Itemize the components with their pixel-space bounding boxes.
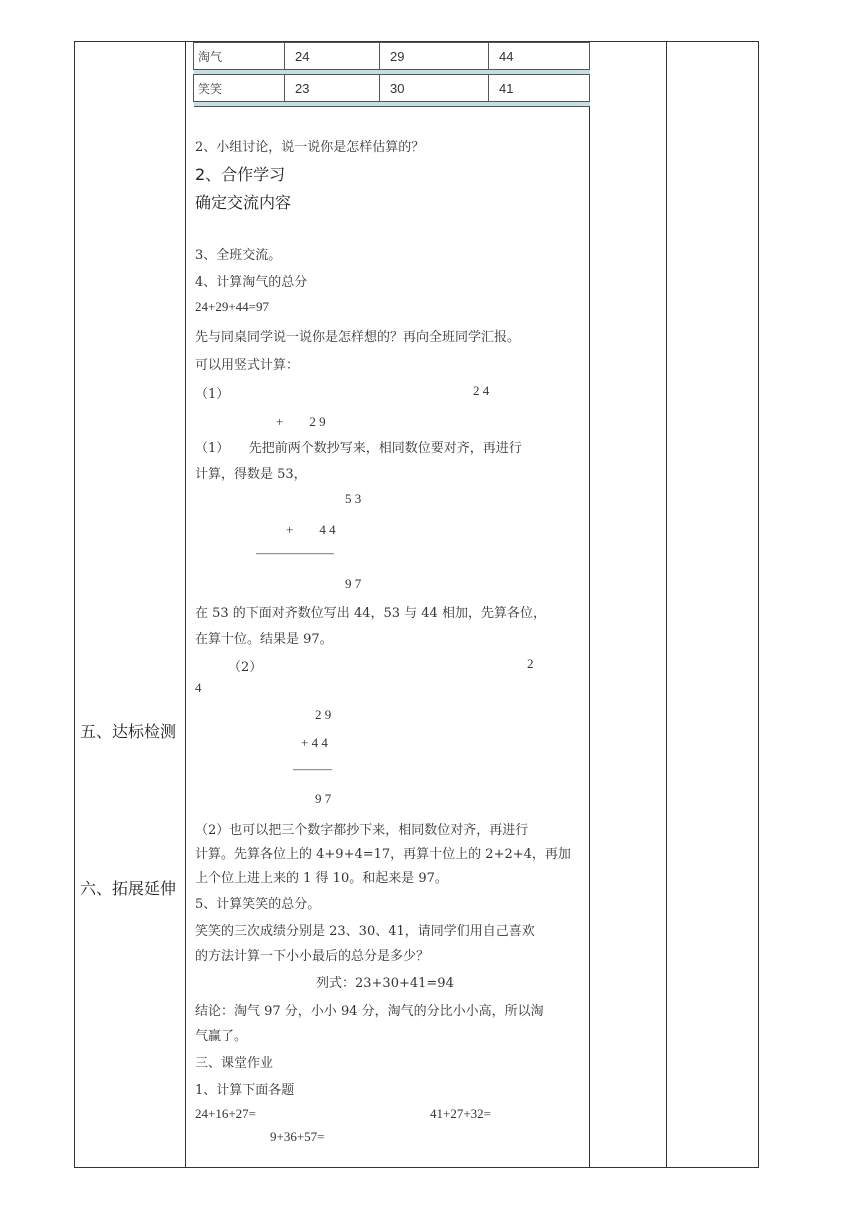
vertical-calc-line: 9 7	[315, 791, 332, 806]
equation: 24+29+44=97	[195, 299, 269, 314]
text-line: 在 53 的下面对齐数位写出 44，53 与 44 相加，先算各位，	[195, 606, 546, 621]
text-line: 3、全班交流。	[195, 248, 282, 263]
vertical-calc-line: + 4 4	[301, 735, 328, 750]
cell-score-1: 24	[285, 43, 380, 70]
text-line: 计算，得数是 53，	[195, 467, 307, 482]
text-line: （1） 先把前两个数抄写来，相同数位要对齐，再进行	[195, 441, 522, 456]
vertical-calc-digit: 4	[195, 680, 202, 695]
exercise-1: 24+16+27=	[195, 1106, 256, 1121]
text-line: 上个位上进上来的 1 得 10。和起来是 97。	[195, 871, 448, 886]
column-divider-2	[589, 41, 590, 1168]
text-line: 5、计算笑笑的总分。	[195, 897, 321, 912]
vertical-calc-digit: 2 4	[473, 383, 490, 398]
cell-score-3: 44	[489, 43, 590, 70]
text-line: 可以用竖式计算：	[195, 358, 300, 373]
text-line: （2）	[228, 660, 263, 675]
equation: 列式：23+30+41=94	[316, 976, 454, 991]
cell-score-2: 30	[380, 75, 489, 102]
text-line: 笑笑的三次成绩分别是 23、30、41，请同学们用自己喜欢	[195, 924, 535, 939]
text-line: 计算。先算各位上的 4+9+4=17，再算十位上的 2+2+4，再加	[195, 847, 571, 862]
text-line: 结论：淘气 97 分，小小 94 分，淘气的分比小小高，所以淘	[195, 1004, 544, 1019]
vertical-calc-digit: 2	[527, 656, 534, 671]
heading-cooperative-learning: 2、合作学习	[195, 165, 286, 184]
exercise-3: 9+36+57=	[270, 1129, 325, 1144]
vertical-calc-line: + 2 9	[276, 414, 326, 429]
text-line: 先与同桌同学说一说你是怎样想的？再向全班同学汇报。	[195, 330, 521, 345]
discussion-prompt: 2、小组讨论，说一说你是怎样估算的？	[195, 140, 425, 155]
text-line: 在算十位。结果是 97。	[195, 632, 333, 647]
cell-name: 笑笑	[194, 75, 285, 102]
text-line: 气赢了。	[195, 1029, 248, 1044]
text-line: 1、计算下面各题	[195, 1083, 295, 1098]
vertical-calc-line: 2 9	[315, 707, 332, 722]
heading-classwork: 三、课堂作业	[195, 1056, 274, 1071]
heading-exchange-content: 确定交流内容	[195, 193, 292, 212]
column-divider-3	[666, 41, 667, 1168]
table-row	[194, 75, 590, 102]
table-right-border	[758, 41, 759, 1168]
vertical-calc-rule: ———	[293, 761, 332, 776]
cell-score-3: 41	[489, 75, 590, 102]
score-table	[193, 42, 590, 107]
vertical-calc-line: 9 7	[345, 576, 362, 591]
section-title-5: 五、达标检测	[80, 722, 177, 741]
table-bottom-border	[74, 1167, 759, 1168]
cell-name: 淘气	[194, 43, 285, 70]
text-line: 的方法计算一下小小最后的总分是多少？	[195, 949, 430, 964]
exercise-2: 41+27+32=	[430, 1106, 491, 1121]
vertical-calc-line: 5 3	[345, 491, 362, 506]
column-divider-1	[185, 41, 186, 1168]
table-row-spacer	[194, 102, 590, 107]
section-title-6: 六、拓展延伸	[80, 879, 177, 898]
text-line: （2）也可以把三个数字都抄下来，相同数位对齐，再进行	[195, 823, 529, 838]
cell-score-1: 23	[285, 75, 380, 102]
text-line: 4、计算淘气的总分	[195, 275, 308, 290]
table-row	[194, 43, 590, 70]
table-left-border	[74, 41, 75, 1168]
cell-score-2: 29	[380, 43, 489, 70]
text-line: （1）	[195, 387, 230, 402]
vertical-calc-line: + 4 4	[286, 522, 336, 537]
vertical-calc-rule: ——————	[256, 545, 334, 560]
